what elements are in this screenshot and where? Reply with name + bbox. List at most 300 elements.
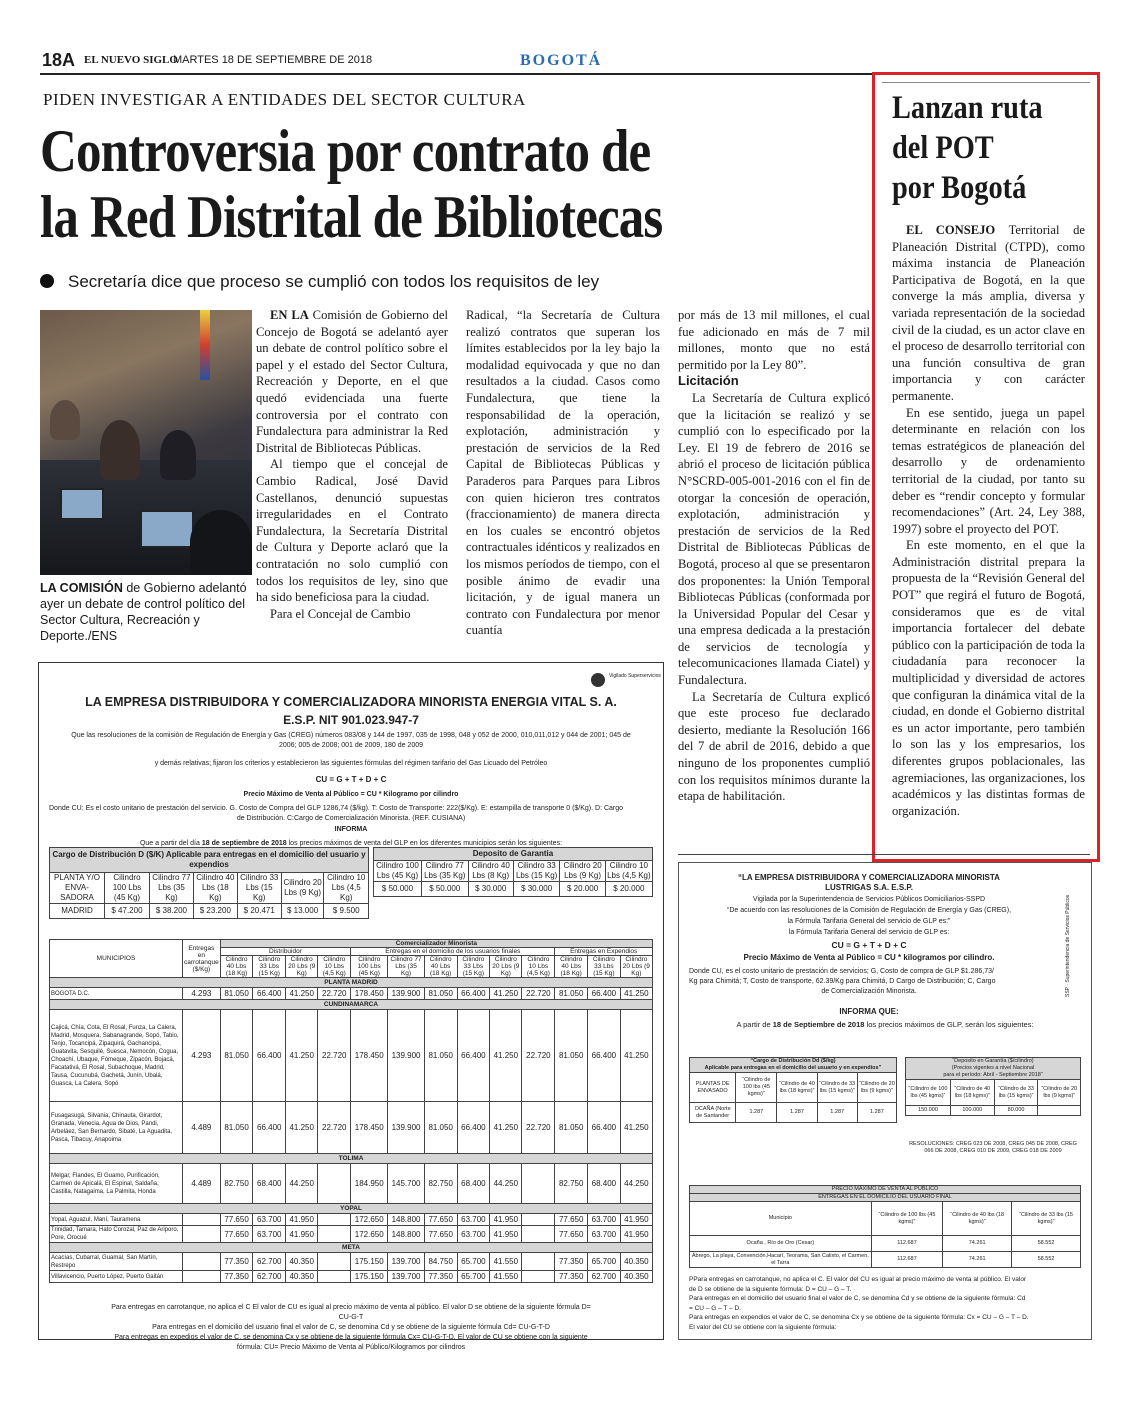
price-cell: 178.450 (351, 1010, 388, 1102)
price-cell: 148.800 (388, 1214, 425, 1226)
price-cell: 41.250 (286, 988, 318, 1000)
table-cell: $ 13.000 (281, 904, 324, 919)
caption-lead: LA COMISIÓN (40, 581, 123, 595)
price-cell: 62.700 (588, 1271, 621, 1283)
price-cell: 82.750 (424, 1164, 457, 1204)
group-header: Entregas en Expendios (555, 948, 653, 956)
table-row (50, 1214, 653, 1226)
municipality-cell: Villavicencio, Puerto López, Puerto Gaitán (50, 1271, 183, 1283)
price-cell (183, 1214, 221, 1226)
energia-vital-ad (38, 662, 664, 1351)
person-shape (50, 400, 80, 440)
group-header: Entregas en el domicilio de los usuarios finales (351, 948, 555, 956)
ad-note (49, 1333, 653, 1352)
column-header: Cilindro 10 Lbs (4,5 Kg) (318, 956, 351, 978)
ad-line: Para entregas en expendios el valor de C, se denomina Cx y se obtiene de la siguiente fórmula: Cx = CU – G – T – D. (689, 1314, 1029, 1321)
ad-formula: CU = G + T + D + C (831, 940, 907, 950)
price-cell: 66.400 (253, 1010, 286, 1102)
price-cell: 63.700 (588, 1226, 621, 1243)
price-cell: 148.800 (388, 1226, 425, 1243)
article-column-3 (678, 307, 870, 805)
table-row (50, 1102, 653, 1154)
table-cell: $ 50.000 (374, 882, 422, 897)
column-header: Cilindro 10 Lbs (4,5 Kg) (522, 956, 555, 978)
ad-line: Que las resoluciones de la comisión de Regulación de Energía y Gas (CREG) números 083/08 y 144 de 1997, 035 de 1998, 048 y 052 de 2000, 010,011,012 y 044 de 2001; 045 de (71, 732, 631, 739)
price-cell: 77.650 (220, 1226, 253, 1243)
price-cell: 63.700 (253, 1214, 286, 1226)
table-cell: 112.687 (871, 1236, 943, 1252)
article-subhead (40, 272, 599, 292)
price-cell: 41.250 (490, 1102, 522, 1154)
price-cell: 66.400 (253, 988, 286, 1000)
price-cell (318, 1271, 351, 1283)
column-header: Cilindro 77 Lbs (35 Kg) (149, 873, 193, 904)
table-cell: $ 9.500 (324, 904, 369, 919)
price-cell: 63.700 (457, 1226, 490, 1243)
municipality-cell: Yopal, Aguazul, Maní, Tauramena (50, 1214, 183, 1226)
price-cell: 40.350 (286, 1271, 318, 1283)
price-cell: 41.250 (620, 1102, 652, 1154)
column-header: Cilindro 40 Lbs (18 Kg) (193, 873, 237, 904)
article-kicker: PIDEN INVESTIGAR A ENTIDADES DEL SECTOR CULTURA (43, 90, 526, 109)
table-row (50, 1154, 653, 1164)
ad-line: la Fórmula Tarifaria General del servicio de GLP es: (788, 929, 950, 936)
person-shape (160, 430, 196, 480)
price-cell: 77.350 (555, 1253, 588, 1271)
table-cell: $ 47.200 (104, 904, 149, 919)
lead-in: EN LA (270, 308, 309, 322)
price-cell: 41.550 (490, 1271, 522, 1283)
price-cell: 77.650 (424, 1214, 457, 1226)
column-header: Cilindro 33 Lbs (15 Kg) (588, 956, 621, 978)
column-header: “Cilindro de 33 lbs (15 kgms)” (994, 1080, 1038, 1106)
column-header: Cilindro 20 Lbs (9 Kg) (560, 861, 605, 882)
resolutions-note: RESOLUCIONES: CREG 023 DE 2008, CREG 045 DE 2008, CREG 066 DE 2008, CREG 010 DE 2009, CREG 018 DE 2009 (909, 1141, 1077, 1154)
table-cell: $ 38.200 (149, 904, 193, 919)
price-cell: 40.350 (620, 1271, 652, 1283)
column-header: “Cilindro de 40 lbs (18 kgms)” (950, 1080, 994, 1106)
price-cell: 4.489 (183, 1102, 221, 1154)
table-cell: $ 30.000 (513, 882, 560, 897)
ad-line: de D se obtiene de la siguiente fórmula: D = CU – G – T. (689, 1285, 852, 1293)
photo-caption (40, 580, 252, 644)
price-cell: 68.400 (588, 1164, 621, 1204)
price-cell: 178.450 (351, 988, 388, 1000)
price-cell: 22.720 (522, 988, 555, 1000)
price-cell: 41.250 (286, 1102, 318, 1154)
table-header: ENTREGAS EN EL DOMICILIO DEL USUARIO FINAL (690, 1194, 1081, 1202)
column-header: Cilindro 20 Lbs (9 Kg) (286, 956, 318, 978)
headline-line-2: la Red Distrital de Bibliotecas (40, 184, 663, 250)
ad-line: Para entregas en carrotanque, no aplica el C El valor de CU es igual al precio máximo de venta al público. El valor D se obtiene de la siguiente fórmula D= (111, 1304, 591, 1311)
price-cell: 81.050 (424, 1010, 457, 1102)
price-cell (522, 1164, 555, 1204)
ad-title: LUSTRIGAS S.A. E.S.P. (825, 883, 913, 892)
table-row (50, 1000, 653, 1010)
price-cell: 175.150 (351, 1253, 388, 1271)
deposit-table (905, 1057, 1081, 1116)
table-cell: 100.000 (950, 1106, 994, 1116)
column-header: Cilindro 20 Lbs (9 Kg) (490, 956, 522, 978)
price-cell: 41.950 (620, 1226, 652, 1243)
table-header: PRECIO MÁXIMO DE VENTA AL PÚBLICO (690, 1186, 1081, 1194)
column-header: Entregas en carrotanque ($/Kg) (183, 940, 221, 978)
price-cell: 77.650 (555, 1214, 588, 1226)
price-cell: 62.700 (253, 1253, 286, 1271)
column-header: Cilindro 100 Lbs (45 Kg) (374, 861, 422, 882)
price-cell (522, 1214, 555, 1226)
price-cell: 63.700 (588, 1214, 621, 1226)
header-line: (Precios vigentes a nivel Nacional (951, 1065, 1035, 1071)
price-cell: 77.650 (555, 1226, 588, 1243)
ad-text: A partir de (736, 1020, 773, 1029)
ad-formula: CU = G + T + D + C (315, 775, 387, 784)
ad-line: Vigilada por la Superintendencia de Servicios Públicos Domiciliarios-SSPD (752, 896, 986, 903)
deposit-table (373, 847, 653, 897)
price-cell: 44.250 (620, 1164, 652, 1204)
price-cell: 81.050 (555, 1010, 588, 1102)
price-cell: 77.350 (555, 1271, 588, 1283)
table-cell: 74.261 (943, 1252, 1012, 1268)
column-header: Cilindro 10 Lbs (4,5 Kg) (324, 873, 369, 904)
column-rule (678, 854, 1090, 855)
ad-line: Donde CU, es el costo unitario de prestación de servicios; G, Costo de compra de GLP $1.286,73/ (689, 968, 994, 975)
price-cell: 41.950 (490, 1226, 522, 1243)
price-cell: 40.350 (620, 1253, 652, 1271)
ad-line: PPara entregas en carrotanque, no aplica el C. El valor del CU es igual al precio máximo de venta al público. El valor (689, 1276, 1027, 1283)
table-row (50, 940, 653, 948)
price-cell (318, 1226, 351, 1243)
monitor-shape (140, 510, 194, 548)
price-cell: 63.700 (457, 1214, 490, 1226)
group-header: Distribuidor (220, 948, 351, 956)
table-cell: 74.261 (943, 1236, 1012, 1252)
price-cell: 139.700 (388, 1253, 425, 1271)
person-shape (190, 510, 252, 575)
ad-line: Kg para Chimitá; T, Costo de transporte, 62.39/Kg para Chimitá, D Cargo de Distribución; C, Cargo (689, 978, 996, 985)
table-header: Comercializador Minorista (220, 940, 652, 948)
ad-line: de Comercialización Minorista. (821, 988, 917, 995)
column-header: Cilindro 100 Lbs (45 Kg) (351, 956, 388, 978)
price-cell: 77.350 (220, 1271, 253, 1283)
municipality-cell: Trinidad, Tamara, Hato Corozal, Paz de Ariporo, Pore, Orocué (50, 1226, 183, 1243)
ad-line: El valor del CU se obtiene con la siguiente fórmula: (689, 1323, 837, 1331)
table-cell: OCAÑA (Norte de Santander (690, 1103, 736, 1123)
column-header: Cilindro 20 Lbs (9 Kg) (620, 956, 652, 978)
price-cell: 41.950 (286, 1214, 318, 1226)
price-cell: 82.750 (220, 1164, 253, 1204)
header-line: para el período: Abril - Septiembre 2018” (943, 1072, 1043, 1078)
table-cell: 1.287 (777, 1103, 817, 1123)
price-cell: 77.350 (424, 1271, 457, 1283)
ad-line: la Fórmula Tarifaria General del servicio de GLP es:” (787, 918, 951, 925)
ad-line: 2006; 005 de 2008; 001 de 2009, 180 de 2009 (278, 741, 424, 749)
page-number: 18A (42, 50, 76, 70)
paragraph: Radical, “la Secretaría de Cultura realizó contratos que superan los límites establecidos por la ley bajo la modalidad equivocada y que no dan resultados a la ciudad. Casos como Fundalectura, que tiene la responsabilidad de la operación, explotación, administración y prestación de servicios de la Red Capital de Bibliotecas Públicas y Paraderos para Parques para Libros con quien hicieron tres contratos (fraccionamiento) de manera directa en los cuales se encontró objetos contractuales idénticos y realizados en los mismos períodos de tiempo, con el posible ánimo de evadir una licitación, y de igual manera un contrato con Fundalectura por menor cuantía (466, 308, 660, 638)
sidebar-body (892, 222, 1085, 819)
paragraph: Comisión de Gobierno del Concejo de Bogotá se adelantó ayer un debate de control político sobre el papel y el estado del Sector Cultura, Recreación y Deporte, en el que quedó evidenciada una fuerte controversia por el contrato con Fundalectura para administrar la Red Distrital de Bibliotecas Públicas. (256, 308, 448, 455)
column-header: Cilindro 33 Lbs (15 Kg) (513, 861, 560, 882)
price-cell: 184.950 (351, 1164, 388, 1204)
price-cell: 68.400 (457, 1164, 490, 1204)
price-cell: 81.050 (220, 1010, 253, 1102)
ad-note: Para entregas en el domicilio del usuario final el valor de C, se denomina Cd y se obtiene de la siguiente fórmula Cd= CU-G-T-D (152, 1324, 550, 1331)
ad-line: y demás relativas; fijaron los criterios y establecieron las siguientes fórmulas del régimen tarifario del Gas Licuado del Petróleo (154, 760, 548, 767)
ad-line: Para entregas en expedios el valor de C, se denomina Cx y se obtiene de la siguiente fórmula Cx= CU-G-T-D. El valor de CU se obtiene con la siguiente (114, 1334, 588, 1341)
table-cell: $ 30.000 (468, 882, 513, 897)
table-cell: 80.000 (994, 1106, 1038, 1116)
ad-intro (49, 731, 653, 750)
price-cell: 22.720 (522, 1010, 555, 1102)
paragraph: Al tiempo que el concejal de Cambio Radical, José David Castellanos, denunció supuestas irregularidades en el Contrato Fundalectura, la Secretaría Distrital de Cultura y Deporte aclaró que la contratación no solo cumplió con todos los requisitos de ley, sino que ha sido beneficiosa para la ciudad. (256, 457, 448, 605)
price-cell: 4.489 (183, 1164, 221, 1204)
column-header: Cilindro 33 Lbs (15 Kg) (253, 956, 286, 978)
column-header: Cilindro 40 Lbs (18 Kg) (555, 956, 588, 978)
price-cell (183, 1226, 221, 1243)
price-cell (522, 1226, 555, 1243)
ad-where (689, 967, 1049, 997)
price-cell: 139.900 (388, 988, 425, 1000)
price-cell: 145.700 (388, 1164, 425, 1204)
table-cell: $ 20.000 (605, 882, 652, 897)
column-header: “Cilindro de 33 lbs (15 kgms)” (1012, 1202, 1081, 1236)
column-header: Cilindro 77 Lbs (35 Kg) (421, 861, 468, 882)
table-row (690, 1236, 1081, 1252)
column-header: “Cilindro de 40 lbs (18 kgms)” (777, 1073, 817, 1103)
price-cell: 22.720 (318, 1102, 351, 1154)
sidebar-rule (882, 82, 1090, 83)
sidebar-title-line: del POT (892, 130, 994, 166)
column-header: “Cilindro de 100 lbs (45 kgms)” (736, 1073, 777, 1103)
sidebar-title-line: Lanzan ruta (892, 90, 1043, 126)
price-cell (522, 1271, 555, 1283)
price-cell: 81.050 (555, 1102, 588, 1154)
table-cell: 1.287 (736, 1103, 777, 1123)
column-header: PLANTA Y/O ENVA-SADORA (50, 873, 105, 904)
public-price-table (689, 1185, 1081, 1268)
column-header: “Cilindro de 100 lbs (45 kgms)” (906, 1080, 951, 1106)
price-cell: 22.720 (318, 1010, 351, 1102)
price-cell: 40.350 (286, 1253, 318, 1271)
price-cell: 81.050 (424, 1102, 457, 1154)
price-table (49, 939, 653, 1283)
ad-text: Que a partir del día (139, 840, 202, 847)
price-cell: 65.700 (457, 1253, 490, 1271)
price-cell: 63.700 (253, 1226, 286, 1243)
municipality-cell: Melgar, Flandes, El Guamo, Purificación, Carmen de Apicalá, El Espinal, Saldaña, Castilla, Natagaima, La Palmita, Honda (50, 1164, 183, 1204)
ad-notes (689, 1275, 1084, 1332)
price-cell: 139.700 (388, 1271, 425, 1283)
lustrigas-ad (678, 862, 1092, 1340)
price-cell: 4.293 (183, 1010, 221, 1102)
price-cell: 65.700 (457, 1271, 490, 1283)
ad-line: CU-G-T (338, 1313, 364, 1321)
column-header: Cilindro 40 Lbs (18 Kg) (424, 956, 457, 978)
municipality-cell: Acacías, Cubarral, Guamal, San Martín, Restrepo (50, 1253, 183, 1271)
ad-from-line (679, 1020, 1091, 1030)
table-cell: $ 50.000 (421, 882, 468, 897)
ad-date: 18 de septiembre de 2018 (201, 840, 287, 847)
table-cell: $ 20.000 (560, 882, 605, 897)
article-column-2 (466, 307, 660, 639)
price-cell (318, 1214, 351, 1226)
price-cell: 41.250 (490, 1010, 522, 1102)
table-row (50, 1243, 653, 1253)
section-header: TOLIMA (50, 1154, 653, 1164)
price-cell (318, 1164, 351, 1204)
ad-informa: INFORMA QUE: (839, 1007, 899, 1016)
table-cell: Ocaña , Río de Oro (Cesar) (690, 1236, 872, 1252)
table-cell (1038, 1106, 1081, 1116)
price-cell: 44.250 (490, 1164, 522, 1204)
table-header: Deposito de Garantia (374, 848, 653, 861)
price-cell: 81.050 (220, 988, 253, 1000)
price-cell: 66.400 (457, 1102, 490, 1154)
newspaper-name: EL NUEVO SIGLO (84, 54, 178, 66)
ad-line: “De acuerdo con las resoluciones de la Comisión de Regulación de Energía y Gas (CREG), (726, 907, 1012, 914)
lead-in: EL CONSEJO (906, 223, 996, 237)
price-cell: 178.450 (351, 1102, 388, 1154)
municipality-cell: Fusagasugá, Silvania, Chinauta, Girardot, Granada, Venecia, Agua de Dios, Pandi, Arbeláez, San Bernardo, Sibaté, La Aguadita, Pasca, Tibacuy, Anapoima (50, 1102, 183, 1154)
ad-informa: INFORMA (334, 826, 368, 833)
ad-line: = CU – G – T – D. (689, 1304, 741, 1312)
subhead-text: Secretaría dice que proceso se cumplió con todos los requisitos de ley (68, 272, 600, 291)
price-cell: 65.700 (588, 1253, 621, 1271)
column-header: “Cilindro de 20 lbs (9 kgms)” (1038, 1080, 1081, 1106)
price-cell: 77.650 (220, 1214, 253, 1226)
issue-date: MARTES 18 DE SEPTIEMBRE DE 2018 (173, 54, 373, 66)
table-cell: $ 20.471 (237, 904, 281, 919)
header-line: “Deposito en Garantía ($/cilindro) (952, 1058, 1034, 1064)
article-photo (40, 310, 252, 575)
paragraph: Para el Concejal de Cambio (270, 606, 411, 621)
table-cell: 1.287 (817, 1103, 857, 1123)
column-header: Cilindro 40 Lbs (18 Kg) (220, 956, 253, 978)
price-cell: 41.250 (620, 1010, 652, 1102)
price-cell: 66.400 (253, 1102, 286, 1154)
vigilado-logo-icon (591, 673, 605, 687)
table-cell: MADRID (50, 904, 105, 919)
municipality-cell: BOGOTA D.C. (50, 988, 183, 1000)
ad-line: Para entregas en el domicilio del usuario final el valor de C, se denomina Cd y se obtiene de la siguiente fórmula: Cd (689, 1295, 1026, 1302)
price-cell: 81.050 (220, 1102, 253, 1154)
ad-where (49, 804, 653, 823)
table-cell: 112.687 (871, 1252, 943, 1268)
price-cell: 139.900 (388, 1102, 425, 1154)
price-cell: 84.750 (424, 1253, 457, 1271)
person-shape (100, 420, 140, 480)
price-cell: 139.900 (388, 1010, 425, 1102)
price-cell: 41.250 (620, 988, 652, 1000)
article-headline (40, 118, 737, 250)
column-header: “Cilindro de 33 lbs (15 kgms)” (817, 1073, 857, 1103)
subtitle: Licitación (678, 373, 739, 389)
price-cell (522, 1253, 555, 1271)
column-header: “Cilindro de 100 lbs (45 kgms)” (871, 1202, 943, 1236)
table-header: Cargo de Distribución D ($/K) Aplicable para entregas en el domicilio del usuario y expendios (50, 848, 369, 873)
table-cell: 1.287 (857, 1103, 896, 1123)
ad-line: fórmula: CU= Precio Máximo de Venta al Público/Kilogramos por cilindros (236, 1343, 466, 1351)
header-line: “Cargo de Distribución Dd ($/kg) (750, 1058, 836, 1064)
table-row (50, 1010, 653, 1102)
ad-price-title: Precio Máximo de Venta al Público = CU * kilogramos por cilindro. (743, 953, 995, 962)
price-cell: 41.250 (286, 1010, 318, 1102)
price-cell: 172.650 (351, 1226, 388, 1243)
price-cell: 68.400 (253, 1164, 286, 1204)
table-row (50, 1271, 653, 1283)
column-header: MUNICIPIOS (50, 940, 183, 978)
municipality-cell: Cajicá, Chía, Cota, El Rosal, Funza, La Calera, Madrid, Mosquera, Sabanagrande, Sopó, Tabio, Tenjo, Tocancipá, Zipaquirá, Gachancipá, Guatavita, Sesquilé, Suesca, Nemocón, Cogua, Choachí, Ubaque, Fómeque, Zipacón, Bojacá, Facatativá, El Rosal, Subachoque, Madrid, Tausa, Cucunubá, Gachetá, Junín, Ubalá, Guasca, La Calera, Sopó (50, 1010, 183, 1102)
section-name: BOGOTÁ (520, 52, 603, 69)
table-cell: 58.552 (1012, 1252, 1081, 1268)
price-cell: 82.750 (555, 1164, 588, 1204)
price-cell: 41.950 (620, 1214, 652, 1226)
ad-date: 18 de Septiembre de 2018 (772, 1020, 865, 1029)
paragraph: La Secretaría de Cultura explicó que la licitación se realizó y se cumplió con lo especificado por la Ley. El 19 de febrero de 2016 se abrió el proceso de licitación pública N°SCRD-005-001-2016 con el fin de otorgar la concesión de operación, explotación, administración y prestación de servicios de la Red Distrital de Bibliotecas Públicas de Bogotá, proceso al que se presentaron dos proponentes: la Unión Temporal Bibliotecas Públicas (conformada por la Universidad Popular del Cesar y una empresa dedicada a la prestación de servicios de tecnología y telecomunicaciones llamada Ciatel) y Fundalectura. (678, 390, 870, 688)
column-header: Cilindro 33 Lbs (15 Kg) (237, 873, 281, 904)
price-cell: 77.650 (424, 1226, 457, 1243)
table-cell: $ 23.200 (193, 904, 237, 919)
sidebar-title-line: por Bogotá (892, 170, 1027, 206)
table-row (690, 1252, 1081, 1268)
ssp-logo: SSP · Superintendencia de Servicios Públicos (1065, 894, 1071, 997)
paragraph: La Secretaría de Cultura explicó que este proceso fue declarado desierto, mediante la Resolución 166 del 7 de abril de 2016, debido a que ninguno de los proponentes cumplió con los requisitos mínimos durante la etapa de habilitación. (678, 689, 870, 804)
price-cell: 77.350 (220, 1253, 253, 1271)
price-cell: 175.150 (351, 1271, 388, 1283)
ad-title: LA EMPRESA DISTRIBUIDORA Y COMERCIALIZADORA MINORISTA ENERGIA VITAL S. A. (85, 695, 617, 709)
price-cell: 66.400 (457, 1010, 490, 1102)
price-cell: 22.720 (318, 988, 351, 1000)
column-header: Cilindro 20 Lbs (9 Kg) (281, 873, 324, 904)
column-header: “Cilindro de 40 lbs (18 kgms)” (943, 1202, 1012, 1236)
table-header (690, 1058, 897, 1073)
header-line: Aplicable para entregas en el domicilio del usuario y en expendios” (704, 1065, 882, 1071)
headline-line-1: Controversia por contrato de (40, 118, 651, 184)
price-cell: 41.250 (490, 988, 522, 1000)
column-header: Cilindro 10 Lbs (4,5 Kg) (607, 861, 651, 880)
paragraph: por más de 13 mil millones, el cual fue adicionado en más de 7 mil millones, monto que no está permitido por la Ley 80”. (678, 308, 870, 372)
distribution-charge-table (689, 1057, 897, 1123)
section-header: META (50, 1243, 653, 1253)
section-header: YOPAL (50, 1204, 653, 1214)
column-header: Cilindro 33 Lbs (15 Kg) (457, 956, 490, 978)
column-header: Cilindro 40 Lbs (8 Kg) (468, 861, 513, 882)
paragraph: Territorial de Planeación Distrital (CTPD), como máxima instancia de Planeación Participativa de Bogotá, en la que converge la más amplia, diversa y variada representación de la sociedad civil de la ciudad, es un actor clave en el proceso de desarrollo territorial con una función consultiva de gran importancia y con carácter permanente. (892, 223, 1085, 403)
flag-shape (200, 310, 210, 380)
column-header: Municipio (690, 1202, 872, 1236)
bullet-icon (40, 274, 54, 288)
price-cell: 66.400 (588, 988, 621, 1000)
price-cell: 66.400 (457, 988, 490, 1000)
table-header (906, 1058, 1081, 1080)
paragraph: En ese sentido, juega un papel determinante en relación con los temas estratégicos de planeación del desarrollo y de ordenamiento territorial de la ciudad, por tanto su deber es “rendir concepto y formular recomendaciones” (Art. 24, Ley 388, 1997) sobre el proyecto del POT. (892, 405, 1085, 536)
ad-line: de Distribución. C:Cargo de Comercialización Minorista. (REF. CUSIANA) (236, 814, 466, 822)
table-row (50, 978, 653, 988)
paragraph: En este momento, en el que la Administración distrital prepara la propuesta de la “Revisión General del POT” que regirá el futuro de Bogotá, consideramos que es de vital importancia fortalecer del debate público con la participación de toda la ciudadanía para reconocer la multiplicidad y diversidad de actores que configuran la dinámica vital de la ciudad, en donde el Gobierno distrital es un actor importante, pero también lo son las y los empresarios, los diferentes grupos poblacionales, las agremiaciones, las organizaciones, los académicos y las distintas formas de organización. (892, 538, 1085, 818)
monitor-shape (60, 488, 104, 520)
caption-text: de Gobierno adelantó ayer un debate de control político del Sector Cultura, Recreación y Deporte./ENS (40, 581, 247, 643)
table-cell: 150.000 (906, 1106, 951, 1116)
price-cell (183, 1253, 221, 1271)
table-row (50, 1226, 653, 1243)
column-header: “Cilindro de 20 lbs (9 kgms)” (857, 1073, 896, 1103)
price-cell (318, 1253, 351, 1271)
price-cell: 41.950 (286, 1226, 318, 1243)
table-row (50, 1164, 653, 1204)
column-header: Cilindro 100 Lbs (45 Kg) (104, 873, 149, 904)
ad-line: Donde CU: Es el costo unitario de prestación del servicio. G. Costo de Compra del GLP 1286,74 ($/kg). T: Costo de Transporte: 222($/Kg). E: estampilla de transporte 0 ($/Kg). D: Cargo (49, 805, 624, 812)
ad-nit: E.S.P. NIT 901.023.947-7 (283, 713, 419, 727)
